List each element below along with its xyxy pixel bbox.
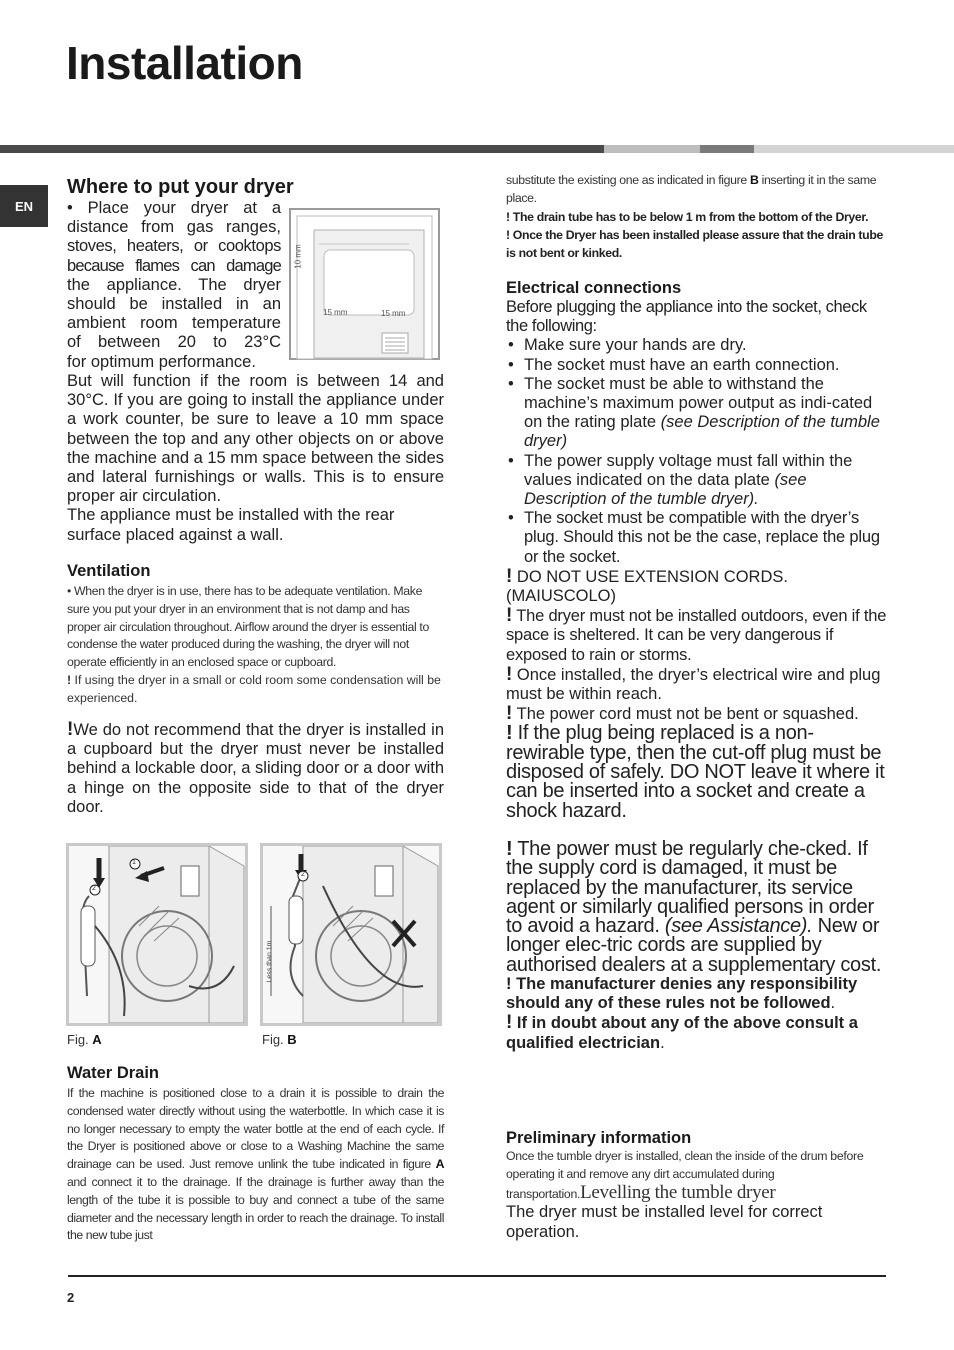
ventilation-warning-text: If using the dryer in a small or cold room some condensation will be experienced. <box>67 672 441 705</box>
where-rest <box>67 372 444 545</box>
drain-continued-2: inserting it in the same place. <box>506 173 877 205</box>
figure-a <box>66 843 248 1026</box>
drain-continued-1: substitute the existing one as indicated in figure <box>506 173 750 187</box>
clearance-diagram-svg <box>289 208 440 360</box>
warning-mark: ! <box>506 605 513 627</box>
warning-mark: ! <box>506 663 513 685</box>
warning-mark: ! <box>506 703 513 725</box>
drain-continued-text <box>506 172 888 208</box>
fig-a-step-1: 1 <box>132 859 136 866</box>
preliminary-heading: Preliminary information <box>506 1129 692 1147</box>
water-drain-text-2: and connect it to the drainage. If the drainage is further away than the length of the tube it is possible to buy and connect a tube of the same diameter and the necessary length in order to reach the drainage. To install the new tube just <box>67 1174 444 1243</box>
warning-mark: ! <box>506 1012 513 1034</box>
drain-warning-kinked: ! Once the Dryer has been installed please assure that the drain tube is not bent or kinked. <box>506 227 883 260</box>
header-bar-pale <box>754 145 954 153</box>
fig-a-step-2: 2 <box>92 885 96 892</box>
figure-b-caption <box>262 1032 297 1047</box>
warning-text: The power cord must not be bent or squashed. <box>512 705 859 724</box>
page-number: 2 <box>67 1290 75 1305</box>
where-last-text: The appliance must be installed with the rear surface placed against a wall. <box>67 506 395 544</box>
figure-b-drawing <box>263 846 439 1023</box>
warning-bent <box>506 704 888 724</box>
warning-text: ! The manufacturer denies any responsibility should any of these rules not be followed <box>506 975 858 1013</box>
electrical-heading: Electrical connections <box>506 279 682 297</box>
list-item-text: The socket must be able to withstand the machine’s maximum power output as indi-cated on the rating plate <box>524 374 873 432</box>
warning-mark: ! <box>506 837 513 860</box>
water-drain-fig-ref: A <box>435 1157 444 1172</box>
warning-text: DO NOT USE EXTENSION CORDS. (MAIUSCOLO) <box>506 567 788 606</box>
ventilation-text: • When the dryer is in use, there has to be adequate ventilation. Make sure you put your dryer in an environment that is not damp and has proper air circulation throughout. Airflow around the dryer is essential to condense the water produced during the washing, the dryer will not operate efficiently in an enclosed space or cupboard. <box>67 584 429 670</box>
where-wrap-line: • Place your dryer at a <box>67 199 281 217</box>
warning-plug <box>506 724 888 820</box>
electrical-checklist <box>506 336 888 566</box>
warning-text: The power must be regularly che-cked. If the supply cord is damaged, it must be replaced by the manufacturer, its service agent or similarly qualified persons in order to avoid a hazard. <box>506 837 874 938</box>
figure-a-drawing <box>69 846 245 1023</box>
preliminary-section <box>506 1129 888 1242</box>
warning-text: Once installed, the dryer’s electrical wire and plug must be within reach. <box>506 665 881 704</box>
warning-power <box>506 837 888 976</box>
fig-caption-prefix: Fig. <box>262 1032 288 1047</box>
period: . <box>830 994 836 1013</box>
header-bar-mid <box>700 145 754 153</box>
warning-ref: (see Assistance). <box>664 915 813 938</box>
where-rest-text: But will function if the room is between 14 and 30°C. If you are going to install the appliance under a work counter, be sure to leave a 10 mm space between the top and any other objects on or above the machine and a 15 mm space between the sides and lateral furnishings or walls. This is to ensure proper air circulation. <box>67 372 444 506</box>
drain-continued-fig-ref: B <box>749 173 759 187</box>
levelling-text: The dryer must be installed level for correct operation. <box>506 1203 823 1241</box>
top-gap-label: 10 mm <box>293 244 303 269</box>
figure-b <box>260 843 442 1026</box>
water-drain-heading: Water Drain <box>67 1064 159 1082</box>
warning-mark: ! <box>67 672 72 687</box>
electrical-intro: Before plugging the appliance into the socket, check the following: <box>506 298 867 336</box>
list-item: • The socket must have an earth connection. <box>506 356 888 375</box>
cupboard-text-body: We do not recommend that the dryer is installed in a cupboard but the dryer must never be installed behind a lockable door, a sliding door or a door with a hinge on the opposite side to that of the dryer door. <box>67 721 444 816</box>
where-wrap-line: stoves, heaters, or cooktops <box>67 237 281 256</box>
levelling-heading: Levelling the tumble dryer <box>580 1181 776 1203</box>
electrical-section <box>506 279 888 1053</box>
footer-rule <box>68 1275 886 1277</box>
list-item: • Make sure your hands are dry. <box>506 336 888 355</box>
list-item <box>506 452 888 510</box>
language-tab: EN <box>0 185 48 227</box>
ventilation-warning <box>67 672 444 708</box>
header-bar-dark <box>0 145 604 153</box>
list-item-ref: (see Description of the tumble dryer) <box>524 413 880 451</box>
water-drain-section <box>67 1064 444 1245</box>
warning-mark: ! <box>506 722 513 745</box>
drain-warning-below: ! The drain tube has to be below 1 m from the bottom of the Dryer. <box>506 209 869 224</box>
fig-caption-letter: A <box>92 1032 102 1047</box>
where-wrap-line: for optimum performance. <box>67 352 256 371</box>
list-item <box>506 375 888 452</box>
warning-outdoor <box>506 606 888 665</box>
list-item-ref: (see Description of the tumble dryer). <box>524 470 807 509</box>
where-wrap-line: ambient room temperature <box>67 314 281 333</box>
warning-denies <box>506 975 888 1013</box>
fig-b-step-2: 2 <box>301 871 305 878</box>
preliminary-text-body: Once the tumble dryer is installed, clean the inside of the drum before operating it and remove any dirt accumulated during transportation. <box>506 1149 864 1201</box>
where-wrap-line: the appliance. The dryer <box>67 275 281 294</box>
figure-a-caption <box>67 1032 102 1047</box>
fig-caption-prefix: Fig. <box>67 1032 93 1047</box>
clearance-diagram <box>289 208 440 360</box>
warning-text: New or longer elec-tric cords are supplied by authorised dealers at a supplementary cost. <box>506 915 882 976</box>
warning-mark: ! <box>506 565 513 587</box>
warning-mark: ! <box>67 719 74 740</box>
where-heading: Where to put your dryer <box>67 176 294 198</box>
warning-text: If in doubt about any of the above consult a qualified electrician <box>506 1014 858 1052</box>
warning-text: The dryer must not be installed outdoors, even if the space is sheltered. It can be very dangerous if exposed to rain or storms. <box>506 607 887 664</box>
where-wrap-line: distance from gas ranges, <box>67 218 281 237</box>
ventilation-section <box>67 562 444 708</box>
where-wrap-text <box>67 199 281 372</box>
where-wrap-line: of between 20 to 23°C <box>67 333 281 352</box>
cupboard-text <box>67 720 444 817</box>
water-drain-text-1: If the machine is positioned close to a drain it is possible to drain the condensed water directly without using the waterbottle. In which case it is no longer necessary to empty the water bottle at the end of each cycle. If the Dryer is positioned above or close to a Washing Machine the same drainage can be used. Just remove unlink the tube indicated in figure <box>67 1086 444 1172</box>
preliminary-text <box>506 1148 888 1203</box>
fig-caption-letter: B <box>287 1032 297 1047</box>
drain-continued <box>506 172 888 262</box>
where-wrap-line: should be installed in an <box>67 295 281 314</box>
where-section <box>67 176 444 199</box>
warning-extension <box>506 567 888 606</box>
water-drain-text <box>67 1085 444 1245</box>
warning-doubt <box>506 1013 888 1052</box>
right-gap-label: 15 mm <box>381 309 406 318</box>
left-gap-label: 15 mm <box>323 308 348 317</box>
header-bar-light <box>604 145 700 153</box>
list-item: • The socket must be compatible with the dryer’s plug. Should this not be the case, replace the plug or the socket. <box>506 509 888 567</box>
fig-b-height-label: Less than 1m <box>266 940 274 983</box>
warning-reach <box>506 665 888 704</box>
period: . <box>660 1033 665 1052</box>
list-item-text: The power supply voltage must fall within the values indicated on the data plate <box>524 451 853 489</box>
ventilation-heading: Ventilation <box>67 562 151 580</box>
warning-text: If the plug being replaced is a non-rewirable type, then the cut-off plug must be disposed of safely. DO NOT leave it where it can be inserted into a socket and create a shock hazard. <box>506 722 885 822</box>
cupboard-section <box>67 720 444 817</box>
where-wrap-line: because flames can damage <box>67 256 281 275</box>
page-title: Installation <box>66 37 303 89</box>
